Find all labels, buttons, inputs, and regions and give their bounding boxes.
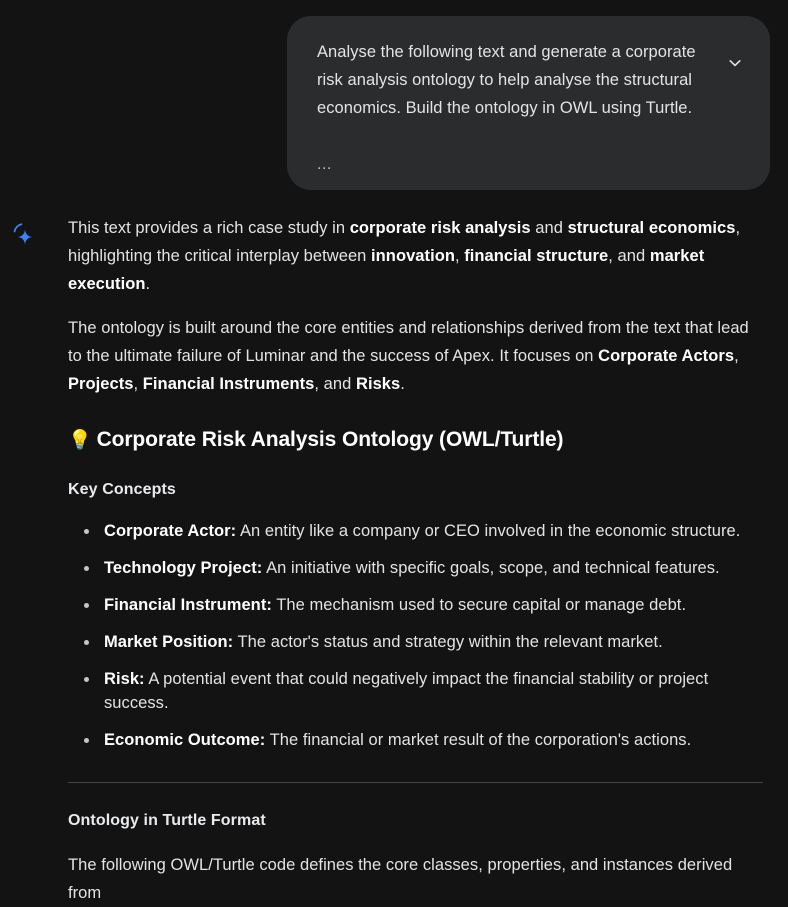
concept-term: Financial Instrument:: [104, 596, 272, 614]
second-seg-3: Projects: [68, 375, 134, 393]
intro-seg-5: innovation: [371, 247, 455, 265]
second-seg-5: Financial Instruments: [142, 375, 315, 393]
concept-term: Risk:: [104, 670, 145, 688]
second-seg-2: ,: [734, 347, 739, 365]
concept-term: Technology Project:: [104, 559, 263, 577]
prompt-truncation-ellipsis: ...: [317, 156, 332, 173]
list-item: [68, 519, 750, 543]
intro-seg-10: .: [145, 275, 151, 293]
intro-seg-8: , and: [608, 247, 650, 265]
intro-seg-6: ,: [454, 247, 465, 265]
concept-term: Economic Outcome:: [104, 731, 266, 749]
section-divider: [68, 782, 763, 783]
key-concepts-list: [68, 519, 750, 752]
concept-definition: An entity like a company or CEO involved in the economic structure.: [239, 522, 741, 540]
intro-seg-4: , highlighting the critical interplay between: [68, 219, 741, 265]
chevron-down-icon: [727, 55, 743, 71]
list-item: [68, 556, 750, 580]
intro-seg-3: structural economics: [567, 219, 736, 237]
concept-definition: A potential event that could negatively impact the financial stability or project success.: [104, 670, 709, 712]
second-seg-1: Corporate Actors: [598, 347, 735, 365]
concept-term: Corporate Actor:: [104, 522, 237, 540]
second-seg-6: , and: [314, 375, 356, 393]
intro-seg-1: corporate risk analysis: [349, 219, 531, 237]
ontology-heading: [68, 425, 750, 455]
user-prompt-bubble[interactable]: [287, 16, 770, 190]
concept-definition: An initiative with specific goals, scope, and technical features.: [266, 559, 720, 577]
second-paragraph: [68, 314, 750, 398]
concept-definition: The actor's status and strategy within the relevant market.: [237, 633, 663, 651]
list-item: [68, 630, 750, 654]
list-item: [68, 593, 750, 617]
gemini-sparkle-icon: [10, 221, 38, 249]
user-prompt-row: [0, 16, 788, 190]
ontology-heading-text: Corporate Risk Analysis Ontology (OWL/Turtle): [96, 428, 564, 451]
model-response: [0, 214, 788, 907]
list-item: [68, 728, 750, 752]
response-body: [68, 214, 768, 907]
expand-prompt-button[interactable]: [722, 50, 748, 76]
key-concepts-heading: Key Concepts: [68, 481, 176, 498]
turtle-format-heading: Ontology in Turtle Format: [68, 812, 266, 829]
second-seg-7: Risks: [355, 375, 401, 393]
turtle-intro-paragraph: The following OWL/Turtle code defines the core classes, properties, and instances derived from: [68, 856, 733, 902]
user-prompt-text: Analyse the following text and generate a corporate risk analysis ontology to help analyse the structural economics. Build the ontology in OWL using Turtle.: [317, 43, 701, 117]
concept-term: Market Position:: [104, 633, 234, 651]
list-item: [68, 667, 750, 715]
intro-seg-9: market execution: [68, 247, 705, 293]
light-bulb-icon: 💡: [68, 429, 92, 451]
second-seg-0: The ontology is built around the core entities and relationships derived from the text that lead to the ultimate failure of Luminar and the success of Apex. It focuses on: [68, 319, 749, 365]
second-seg-4: ,: [133, 375, 143, 393]
concept-definition: The mechanism used to secure capital or manage debt.: [276, 596, 687, 614]
intro-paragraph: [68, 214, 750, 298]
intro-seg-2: and: [530, 219, 568, 237]
second-seg-8: .: [400, 375, 405, 393]
concept-definition: The financial or market result of the corporation's actions.: [269, 731, 692, 749]
intro-seg-0: This text provides a rich case study in: [68, 219, 350, 237]
intro-seg-7: financial structure: [464, 247, 609, 265]
